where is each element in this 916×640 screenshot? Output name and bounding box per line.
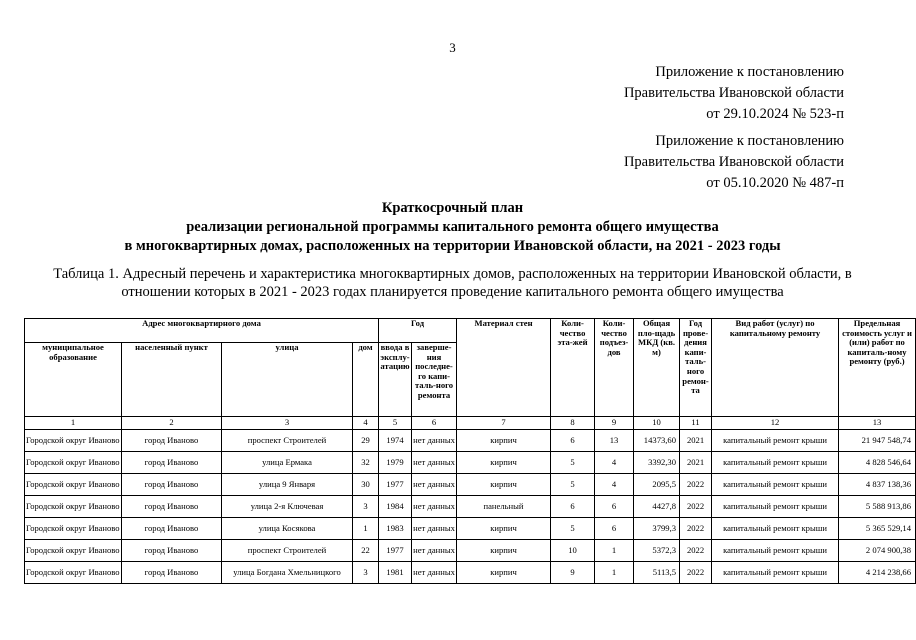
title-line2: реализации региональной программы капитального ремонта общего имущества xyxy=(186,219,719,235)
column-number-row xyxy=(25,417,916,430)
municipality-cell: Городской округ Иваново xyxy=(25,452,122,474)
document-title xyxy=(0,199,905,256)
commissioning-year-cell: 1977 xyxy=(379,474,412,496)
header-cost: Предельная стоимость услуг и (или) работ по капиталь-ному ремонту (руб.) xyxy=(839,319,916,417)
municipality-cell: Городской округ Иваново xyxy=(25,518,122,540)
table-row xyxy=(25,562,916,584)
work-type-cell: капитальный ремонт крыши xyxy=(712,562,839,584)
settlement-cell: город Иваново xyxy=(122,474,222,496)
municipality-cell: Городской округ Иваново xyxy=(25,496,122,518)
municipality-cell: Городской округ Иваново xyxy=(25,562,122,584)
table-header-row xyxy=(25,319,916,343)
column-number: 11 xyxy=(680,417,712,430)
street-cell: улица Богдана Хмельницкого xyxy=(222,562,353,584)
table-row xyxy=(25,474,916,496)
municipality-cell: Городской округ Иваново xyxy=(25,540,122,562)
settlement-cell: город Иваново xyxy=(122,452,222,474)
repair-year-cell: 2022 xyxy=(680,540,712,562)
municipality-cell: Городской округ Иваново xyxy=(25,430,122,452)
repair-year-cell: 2022 xyxy=(680,496,712,518)
entrances-cell: 4 xyxy=(595,452,634,474)
entrances-cell: 4 xyxy=(595,474,634,496)
street-cell: проспект Строителей xyxy=(222,430,353,452)
cost-cell: 4 214 238,66 xyxy=(839,562,916,584)
area-cell: 5113,5 xyxy=(634,562,680,584)
repair-year-cell: 2022 xyxy=(680,562,712,584)
title-line3: в многоквартирных домах, расположенных на территории Ивановской области, на 2021 - 2023 годы xyxy=(124,238,781,254)
repair-year-cell: 2021 xyxy=(680,430,712,452)
header-floors: Коли-чество эта-жей xyxy=(551,319,595,417)
settlement-cell: город Иваново xyxy=(122,562,222,584)
appendix-original-header xyxy=(624,131,844,194)
settlement-cell: город Иваново xyxy=(122,540,222,562)
house-cell: 30 xyxy=(353,474,379,496)
area-cell: 4427,8 xyxy=(634,496,680,518)
floors-cell: 6 xyxy=(551,430,595,452)
header-street: улица xyxy=(222,343,353,417)
commissioning-year-cell: 1979 xyxy=(379,452,412,474)
last-repair-cell: нет данных xyxy=(412,452,457,474)
area-cell: 3799,3 xyxy=(634,518,680,540)
appendix-current-line1: Приложение к постановлению xyxy=(655,64,844,80)
address-table xyxy=(24,318,916,584)
column-number: 5 xyxy=(379,417,412,430)
repair-year-cell: 2021 xyxy=(680,452,712,474)
house-cell: 22 xyxy=(353,540,379,562)
wall-material-cell: кирпич xyxy=(457,562,551,584)
column-number: 6 xyxy=(412,417,457,430)
entrances-cell: 1 xyxy=(595,562,634,584)
street-cell: проспект Строителей xyxy=(222,540,353,562)
wall-material-cell: панельный xyxy=(457,496,551,518)
table-row xyxy=(25,496,916,518)
entrances-cell: 13 xyxy=(595,430,634,452)
table-row xyxy=(25,430,916,452)
settlement-cell: город Иваново xyxy=(122,496,222,518)
wall-material-cell: кирпич xyxy=(457,474,551,496)
work-type-cell: капитальный ремонт крыши xyxy=(712,540,839,562)
cost-cell: 21 947 548,74 xyxy=(839,430,916,452)
work-type-cell: капитальный ремонт крыши xyxy=(712,518,839,540)
entrances-cell: 1 xyxy=(595,540,634,562)
work-type-cell: капитальный ремонт крыши xyxy=(712,474,839,496)
header-commissioning: ввода в эксплу-атацию xyxy=(379,343,412,417)
column-number: 2 xyxy=(122,417,222,430)
street-cell: улица 9 Января xyxy=(222,474,353,496)
floors-cell: 5 xyxy=(551,474,595,496)
entrances-cell: 6 xyxy=(595,496,634,518)
street-cell: улица Косякова xyxy=(222,518,353,540)
header-repair-year: Год прове-дения капи-таль-ного ремон-та xyxy=(680,319,712,417)
street-cell: улица Ермака xyxy=(222,452,353,474)
house-cell: 32 xyxy=(353,452,379,474)
commissioning-year-cell: 1983 xyxy=(379,518,412,540)
cost-cell: 5 365 529,14 xyxy=(839,518,916,540)
header-wall-material: Материал стен xyxy=(457,319,551,417)
entrances-cell: 6 xyxy=(595,518,634,540)
header-area: Общая пло-щадь МКД (кв. м) xyxy=(634,319,680,417)
floors-cell: 9 xyxy=(551,562,595,584)
page-number: 3 xyxy=(449,40,456,55)
area-cell: 2095,5 xyxy=(634,474,680,496)
cost-cell: 2 074 900,38 xyxy=(839,540,916,562)
title-line1: Краткосрочный план xyxy=(381,200,524,216)
appendix-original-line1: Приложение к постановлению xyxy=(655,133,844,149)
appendix-original-line2: Правительства Ивановской области xyxy=(623,154,844,170)
area-cell: 14373,60 xyxy=(634,430,680,452)
commissioning-year-cell: 1974 xyxy=(379,430,412,452)
table-body xyxy=(25,430,916,584)
wall-material-cell: кирпич xyxy=(457,452,551,474)
repair-year-cell: 2022 xyxy=(680,474,712,496)
column-number: 10 xyxy=(634,417,680,430)
work-type-cell: капитальный ремонт крыши xyxy=(712,496,839,518)
header-last-repair: заверше-ния последне-го капи-таль-ного ремонта xyxy=(412,343,457,417)
appendix-original-line3: от 05.10.2020 № 487-п xyxy=(706,175,844,191)
column-number: 3 xyxy=(222,417,353,430)
wall-material-cell: кирпич xyxy=(457,518,551,540)
municipality-cell: Городской округ Иваново xyxy=(25,474,122,496)
appendix-current-header xyxy=(624,62,844,125)
column-number: 1 xyxy=(25,417,122,430)
house-cell: 29 xyxy=(353,430,379,452)
last-repair-cell: нет данных xyxy=(412,474,457,496)
header-work-type: Вид работ (услуг) по капитальному ремонту xyxy=(712,319,839,417)
column-number: 8 xyxy=(551,417,595,430)
column-number: 9 xyxy=(595,417,634,430)
repair-year-cell: 2022 xyxy=(680,518,712,540)
cost-cell: 4 837 138,36 xyxy=(839,474,916,496)
table-row xyxy=(25,540,916,562)
street-cell: улица 2-я Ключевая xyxy=(222,496,353,518)
table-row xyxy=(25,518,916,540)
column-number: 13 xyxy=(839,417,916,430)
last-repair-cell: нет данных xyxy=(412,496,457,518)
cost-cell: 4 828 546,64 xyxy=(839,452,916,474)
floors-cell: 6 xyxy=(551,496,595,518)
appendix-current-line2: Правительства Ивановской области xyxy=(623,85,844,101)
work-type-cell: капитальный ремонт крыши xyxy=(712,430,839,452)
floors-cell: 10 xyxy=(551,540,595,562)
table-row xyxy=(25,452,916,474)
commissioning-year-cell: 1977 xyxy=(379,540,412,562)
last-repair-cell: нет данных xyxy=(412,540,457,562)
cost-cell: 5 588 913,86 xyxy=(839,496,916,518)
last-repair-cell: нет данных xyxy=(412,430,457,452)
header-year: Год xyxy=(379,319,457,343)
header-house: дом xyxy=(353,343,379,417)
settlement-cell: город Иваново xyxy=(122,430,222,452)
header-address: Адрес многоквартирного дома xyxy=(25,319,379,343)
commissioning-year-cell: 1981 xyxy=(379,562,412,584)
area-cell: 3392,30 xyxy=(634,452,680,474)
commissioning-year-cell: 1984 xyxy=(379,496,412,518)
header-entrances: Коли-чество подъез-дов xyxy=(595,319,634,417)
table-caption: Таблица 1. Адресный перечень и характеристика многоквартирных домов, расположенных на территории Ивановской области, в отношении которых в 2021 - 2023 годах планируется проведение капитального ремонта общего имущества xyxy=(53,266,852,300)
area-cell: 5372,3 xyxy=(634,540,680,562)
work-type-cell: капитальный ремонт крыши xyxy=(712,452,839,474)
header-settlement: населенный пункт xyxy=(122,343,222,417)
house-cell: 3 xyxy=(353,562,379,584)
wall-material-cell: кирпич xyxy=(457,430,551,452)
column-number: 12 xyxy=(712,417,839,430)
house-cell: 3 xyxy=(353,496,379,518)
header-municipality: муниципальное образование xyxy=(25,343,122,417)
house-cell: 1 xyxy=(353,518,379,540)
settlement-cell: город Иваново xyxy=(122,518,222,540)
last-repair-cell: нет данных xyxy=(412,562,457,584)
column-number: 4 xyxy=(353,417,379,430)
floors-cell: 5 xyxy=(551,518,595,540)
column-number: 7 xyxy=(457,417,551,430)
floors-cell: 5 xyxy=(551,452,595,474)
wall-material-cell: кирпич xyxy=(457,540,551,562)
appendix-current-line3: от 29.10.2024 № 523-п xyxy=(706,106,844,122)
last-repair-cell: нет данных xyxy=(412,518,457,540)
